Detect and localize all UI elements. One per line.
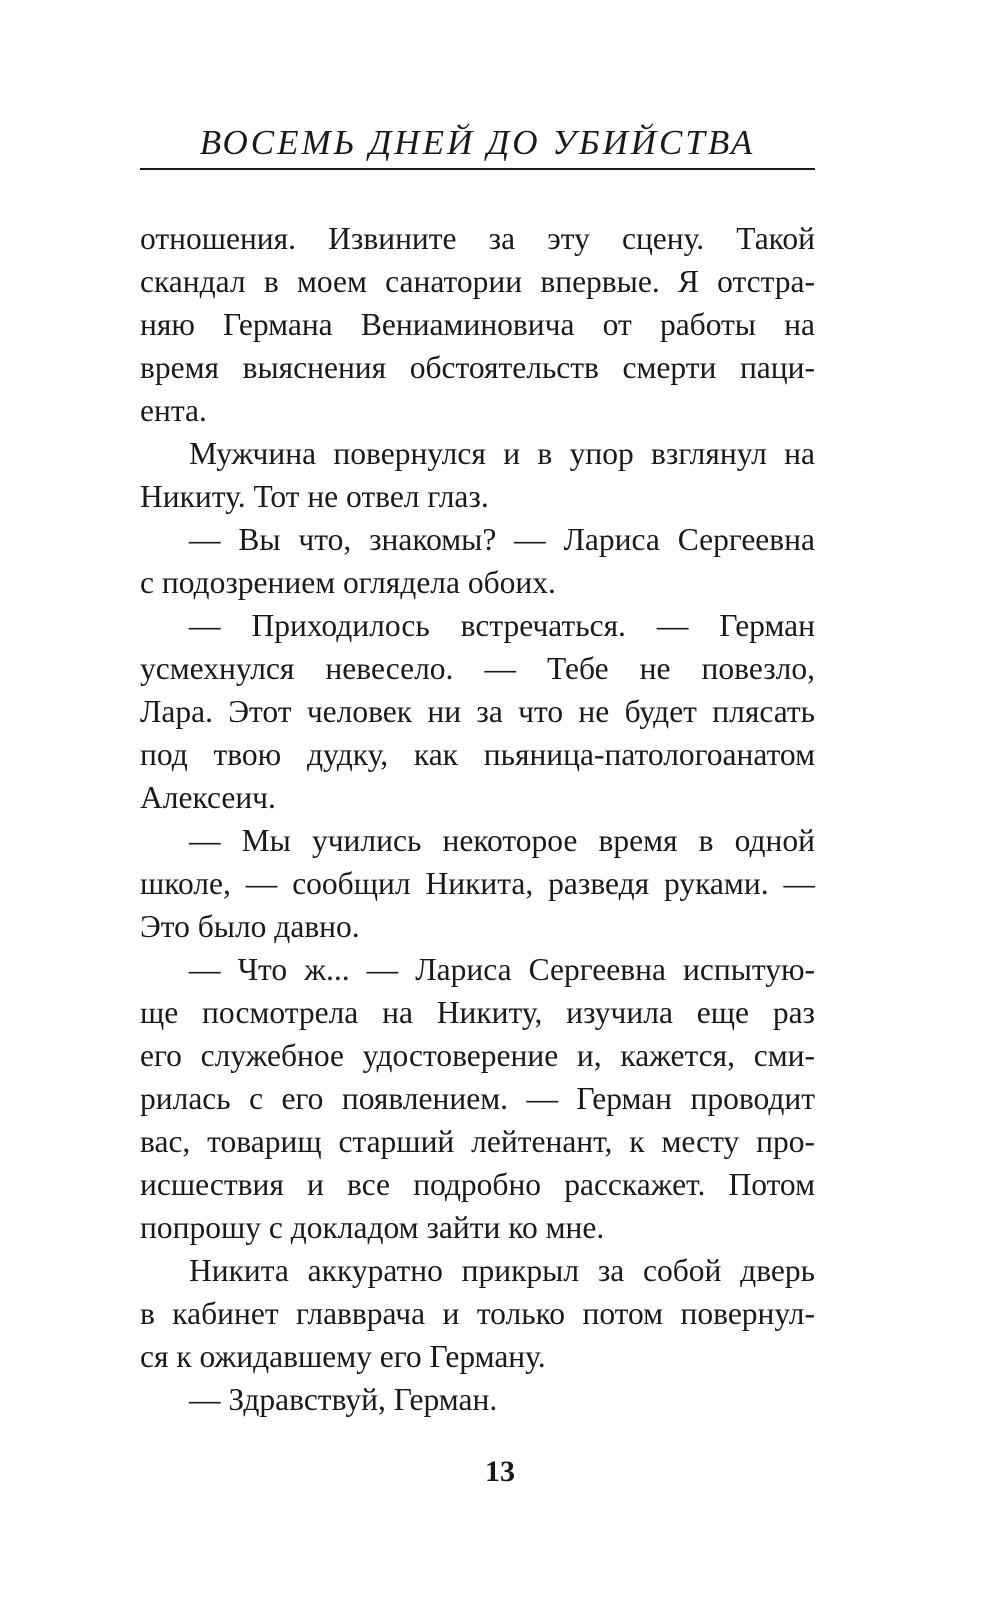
text-line: его служебное удостоверение и, кажется, сми- — [140, 1038, 815, 1073]
text-line: Никита аккуратно прикрыл за собой дверь — [189, 1253, 815, 1288]
text-line: в кабинет главврача и только потом повернул- — [140, 1296, 815, 1331]
text-line: — Мы учились некоторое время в одной — [189, 823, 815, 858]
text-line: Лара. Этот человек ни за что не будет плясать — [140, 694, 815, 729]
text-line: ся к ожидавшему его Герману. — [140, 1339, 546, 1374]
text-line: — Что ж... — Лариса Сергеевна испытую- — [189, 952, 815, 987]
text-line: Алексеич. — [140, 780, 276, 815]
page-number: 13 — [485, 1455, 515, 1488]
header-rule — [140, 168, 815, 170]
text-line: Мужчина повернулся и в упор взглянул на — [189, 436, 815, 471]
running-head: ВОСЕМЬ ДНЕЙ ДО УБИЙСТВА — [199, 123, 756, 162]
body-text — [140, 217, 815, 1421]
text-line: — Здравствуй, Герман. — [189, 1382, 498, 1417]
text-line: Это было давно. — [140, 909, 360, 944]
text-line: няю Германа Вениаминовича от работы на — [140, 307, 815, 342]
text-line: попрошу с докладом зайти ко мне. — [140, 1210, 605, 1245]
text-line: вас, товарищ старший лейтенант, к месту про- — [140, 1124, 815, 1159]
text-line: ще посмотрела на Никиту, изучила еще раз — [140, 995, 815, 1030]
text-line: рилась с его появлением. — Герман проводит — [140, 1081, 815, 1116]
text-line: время выяснения обстоятельств смерти паци- — [140, 350, 815, 385]
text-line: усмехнулся невесело. — Тебе не повезло, — [140, 651, 815, 686]
text-line: с подозрением оглядела обоих. — [140, 565, 556, 600]
text-line: школе, — сообщил Никита, разведя руками. — — [140, 866, 815, 901]
text-line: — Приходилось встречаться. — Герман — [189, 608, 815, 643]
text-line: под твою дудку, как пьяница-патологоанатом — [140, 737, 815, 772]
text-line: ента. — [140, 393, 207, 428]
text-line: Никиту. Тот не отвел глаз. — [140, 479, 489, 514]
text-line: скандал в моем санатории впервые. Я отстра- — [140, 264, 815, 299]
text-line: отношения. Извините за эту сцену. Такой — [140, 221, 815, 256]
text-line: исшествия и все подробно расскажет. Потом — [140, 1167, 815, 1202]
text-line: — Вы что, знакомы? — Лариса Сергеевна — [189, 522, 815, 557]
